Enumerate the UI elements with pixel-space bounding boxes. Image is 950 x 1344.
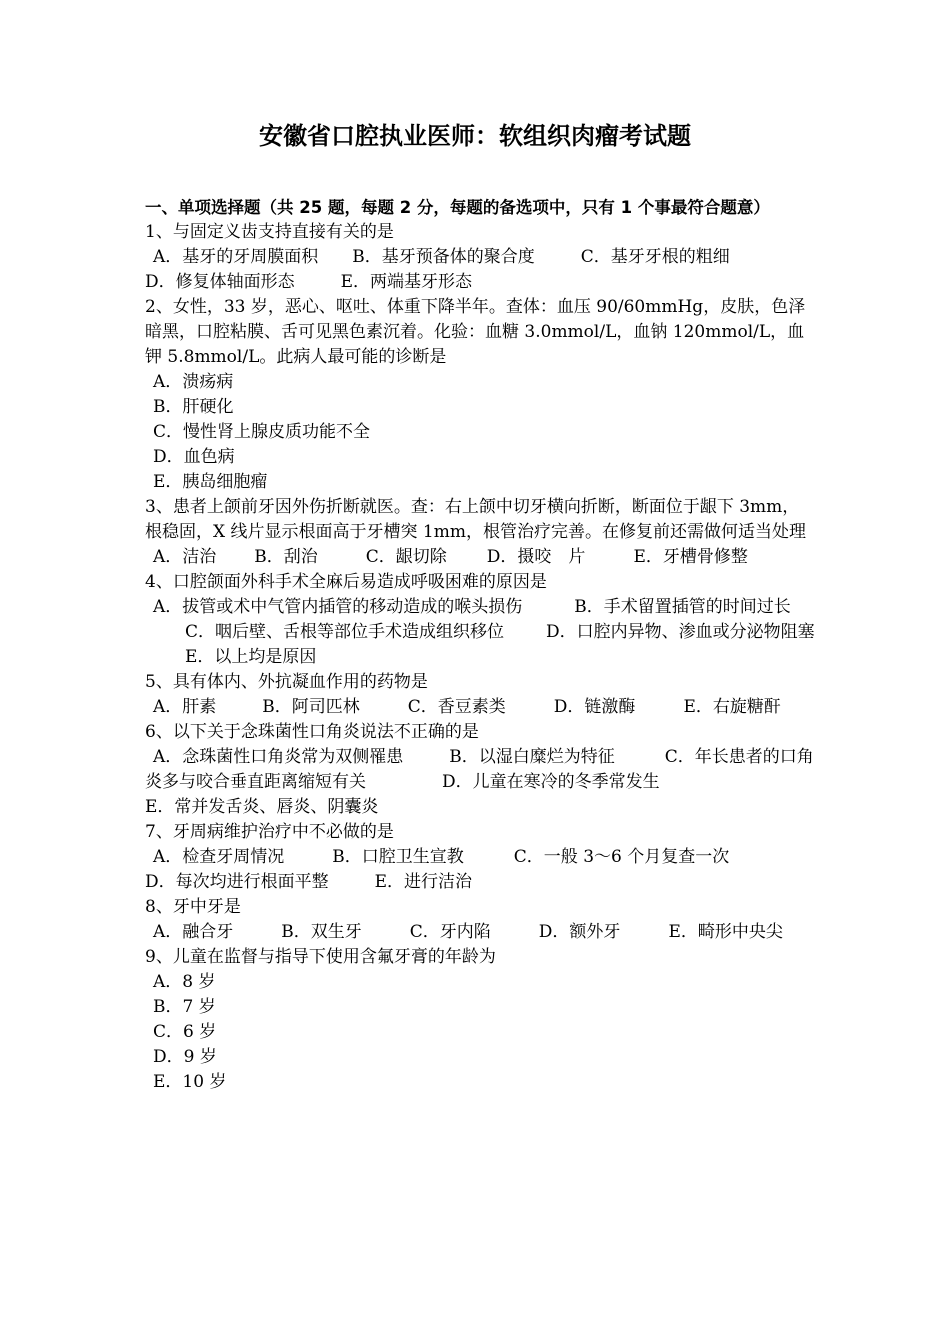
question-2 — [145, 295, 815, 495]
option-e: E．两端基牙形态 — [340, 272, 473, 292]
option-b: B．基牙预备体的聚合度 — [352, 247, 535, 267]
option-e: E．胰岛细胞瘤 — [153, 472, 268, 492]
option-e: E．常并发舌炎、唇炎、阴囊炎 — [145, 797, 379, 817]
question-stem: 2、女性，33 岁，恶心、呕吐、体重下降半年。查体：血压 90/60mmHg，皮肤，色泽暗黑，口腔粘膜、舌可见黑色素沉着。化验：血糖 3.0mmol/L，血钠 120mmol/L，血钾 5.8mmol/L。此病人最可能的诊断是 — [145, 297, 806, 367]
option-c: C．香豆素类 — [407, 697, 506, 717]
option-b: B．刮治 — [254, 547, 318, 567]
option-d: D．每次均进行根面平整 — [145, 872, 329, 892]
option-c: C．龈切除 — [365, 547, 447, 567]
option-b: B．口腔卫生宣教 — [332, 847, 464, 867]
question-options — [145, 545, 815, 570]
option-b: B．以湿白糜烂为特征 — [449, 747, 615, 767]
question-1 — [145, 220, 815, 295]
question-8 — [145, 895, 815, 945]
page-title: 安徽省口腔执业医师：软组织肉瘤考试题 — [259, 122, 691, 150]
option-c: C．基牙牙根的粗细 — [580, 247, 730, 267]
question-stem: 1、与固定义齿支持直接有关的是 — [145, 222, 394, 242]
question-5 — [145, 670, 815, 720]
option-a: A．基牙的牙周膜面积 — [153, 247, 319, 267]
option-d: D．摄咬 片 — [486, 547, 586, 567]
question-6 — [145, 720, 815, 820]
option-b: B．双生牙 — [281, 922, 362, 942]
option-d: D．口腔内异物、渗血或分泌物阻塞 — [546, 622, 815, 642]
option-c: C．年长患者的口角炎多与咬合垂直距离缩短有关 — [145, 747, 814, 792]
question-stem: 9、儿童在监督与指导下使用含氟牙膏的年龄为 — [145, 947, 496, 967]
option-b: B．手术留置插管的时间过长 — [574, 597, 791, 617]
question-options — [145, 595, 815, 670]
option-c: C．咽后壁、舌根等部位手术造成组织移位 — [185, 622, 505, 642]
question-stem: 8、牙中牙是 — [145, 897, 241, 917]
option-a: A．洁治 — [153, 547, 217, 567]
question-stem: 5、具有体内、外抗凝血作用的药物是 — [145, 672, 428, 692]
option-e: E．牙槽骨修整 — [633, 547, 748, 567]
option-e: E．右旋糖酐 — [683, 697, 781, 717]
option-c: C．慢性肾上腺皮质功能不全 — [153, 422, 371, 442]
document-body — [145, 195, 815, 1095]
question-options — [145, 845, 815, 870]
question-options — [145, 920, 815, 945]
question-9 — [145, 945, 815, 1095]
option-a: A．溃疡病 — [153, 372, 234, 392]
option-c: C．一般 3～6 个月复查一次 — [513, 847, 730, 867]
question-3 — [145, 495, 815, 570]
option-d: D．修复体轴面形态 — [145, 272, 295, 292]
option-c: C．牙内陷 — [409, 922, 491, 942]
option-d: D．链激酶 — [553, 697, 636, 717]
option-a: A．念珠菌性口角炎常为双侧罹患 — [153, 747, 404, 767]
option-e: E．10 岁 — [153, 1072, 227, 1092]
option-a: A．肝素 — [153, 697, 217, 717]
question-stem: 3、患者上颌前牙因外伤折断就医。查：右上颌中切牙横向折断，断面位于龈下 3mm，根稳固，X 线片显示根面高于牙槽突 1mm，根管治疗完善。在修复前还需做何适当处理 — [145, 497, 806, 542]
option-d: D．9 岁 — [153, 1047, 217, 1067]
option-e: E．以上均是原因 — [185, 647, 317, 667]
option-d: D．血色病 — [153, 447, 235, 467]
question-stem: 6、以下关于念珠菌性口角炎说法不正确的是 — [145, 722, 479, 742]
question-options-cont — [145, 870, 815, 895]
option-a: A．8 岁 — [153, 972, 216, 992]
question-options — [145, 745, 815, 795]
option-e: E．进行洁治 — [374, 872, 473, 892]
question-options-cont — [145, 270, 815, 295]
option-b: B．阿司匹林 — [262, 697, 360, 717]
question-7 — [145, 820, 815, 895]
option-d: D．儿童在寒冷的冬季常发生 — [442, 772, 660, 792]
option-a: A．融合牙 — [153, 922, 234, 942]
question-stem: 7、牙周病维护治疗中不必做的是 — [145, 822, 394, 842]
question-stem: 4、口腔颌面外科手术全麻后易造成呼吸困难的原因是 — [145, 572, 547, 592]
section-heading: 一、单项选择题（共 25 题，每题 2 分，每题的备选项中，只有 1 个事最符合题意） — [145, 198, 770, 217]
question-4 — [145, 570, 815, 670]
question-options — [145, 245, 815, 270]
option-b: B．7 岁 — [153, 997, 216, 1017]
option-b: B．肝硬化 — [153, 397, 234, 417]
option-d: D．额外牙 — [538, 922, 621, 942]
option-a: A．拔管或术中气管内插管的移动造成的喉头损伤 — [153, 597, 523, 617]
option-a: A．检查牙周情况 — [153, 847, 285, 867]
question-options — [145, 695, 815, 720]
option-c: C．6 岁 — [153, 1022, 217, 1042]
option-e: E．畸形中央尖 — [668, 922, 783, 942]
